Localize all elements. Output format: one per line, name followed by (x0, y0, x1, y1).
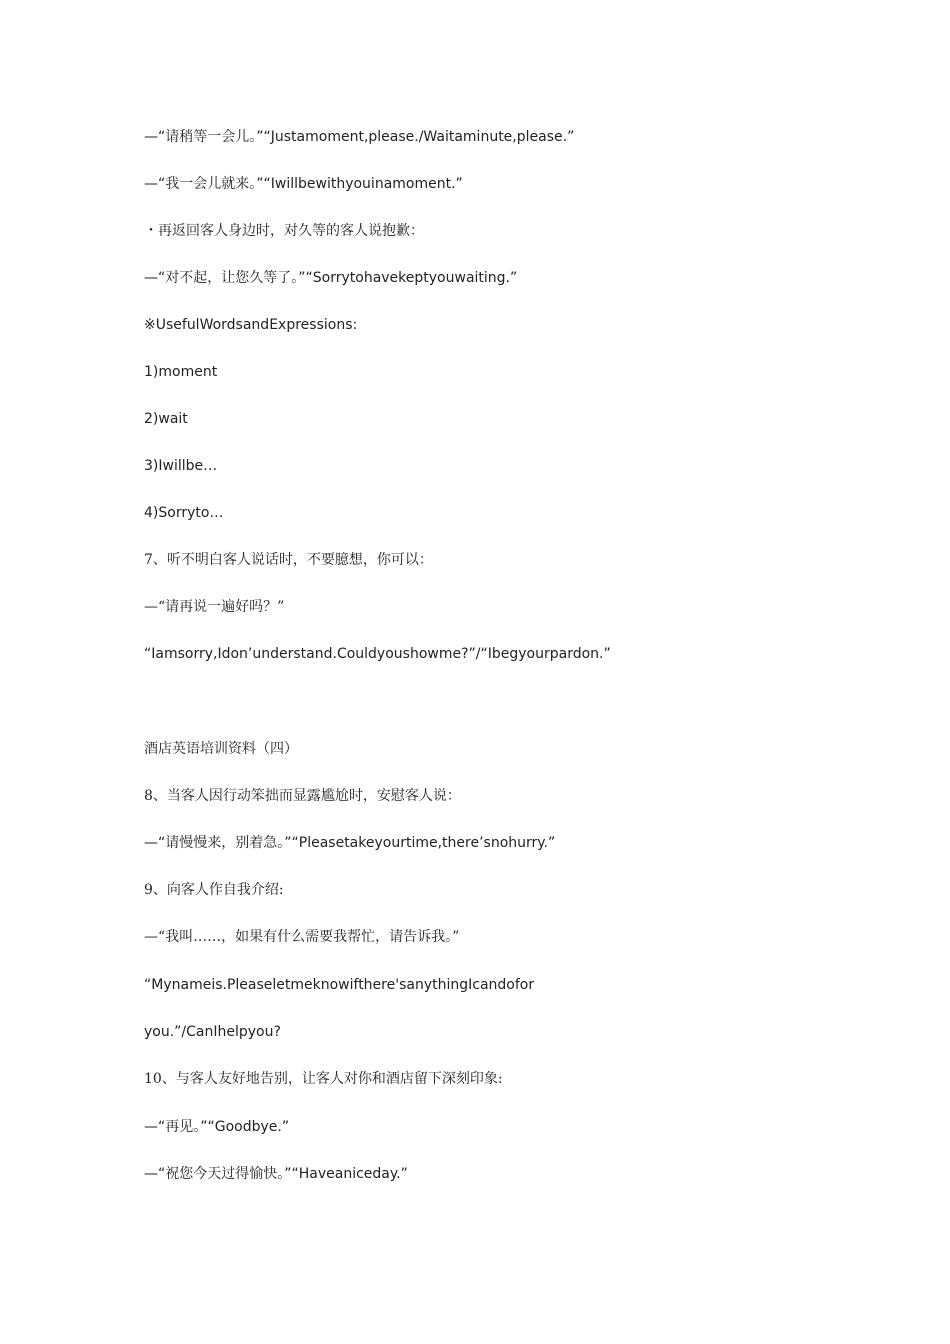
text-line-be-with-you: —“我一会儿就来。”“Iwillbewithyouinamoment.” (144, 176, 463, 192)
text-line-my-name-cn: —“我叫……，如果有什么需要我帮忙，请告诉我。” (144, 929, 460, 945)
text-line-nice-day: —“祝您今天过得愉快。”“Haveaniceday.” (144, 1166, 408, 1182)
text-line-apology-intro: ・再返回客人身边时，对久等的客人说抱歉： (144, 223, 424, 239)
text-line-wait-moment: —“请稍等一会儿。”“Justamoment,please./Waitaminute,please.” (144, 129, 575, 145)
list-item-i-will-be: 3)Iwillbe… (144, 458, 218, 474)
text-line-sorry-waiting: —“对不起，让您久等了。”“Sorrytohavekeptyouwaiting.” (144, 270, 518, 286)
section-heading-useful-words: ※UsefulWordsandExpressions: (144, 317, 358, 333)
list-item-moment: 1)moment (144, 364, 218, 380)
list-item-sorry-to: 4)Sorryto… (144, 505, 224, 521)
item-heading-9: 9、向客人作自我介绍: (144, 882, 284, 898)
item-heading-7: 7、听不明白客人说话时，不要臆想，你可以： (144, 552, 433, 568)
list-item-wait: 2)wait (144, 411, 188, 427)
item-heading-10: 10、与客人友好地告别，让客人对你和酒店留下深刻印象: (144, 1071, 503, 1087)
text-line-goodbye: —“再见。”“Goodbye.” (144, 1119, 290, 1135)
text-line-my-name-en: “Mynameis.Pleaseletmeknowifthere'sanythingIcandofor (144, 977, 535, 993)
item-heading-8: 8、当客人因行动笨拙而显露尴尬时，安慰客人说： (144, 788, 461, 804)
text-line-take-your-time: —“请慢慢来，别着急。”“Pleasetakeyourtime,there’snohurry.” (144, 835, 556, 851)
text-line-pardon-en: “Iamsorry,Idon’understand.Couldyoushowme?”/“Ibegyourpardon.” (144, 646, 611, 662)
section-title-part-four: 酒店英语培训资料（四） (144, 741, 298, 757)
text-line-can-i-help: you.”/CanIhelpyou? (144, 1024, 281, 1040)
text-line-repeat-cn: —“请再说一遍好吗？” (144, 599, 285, 615)
